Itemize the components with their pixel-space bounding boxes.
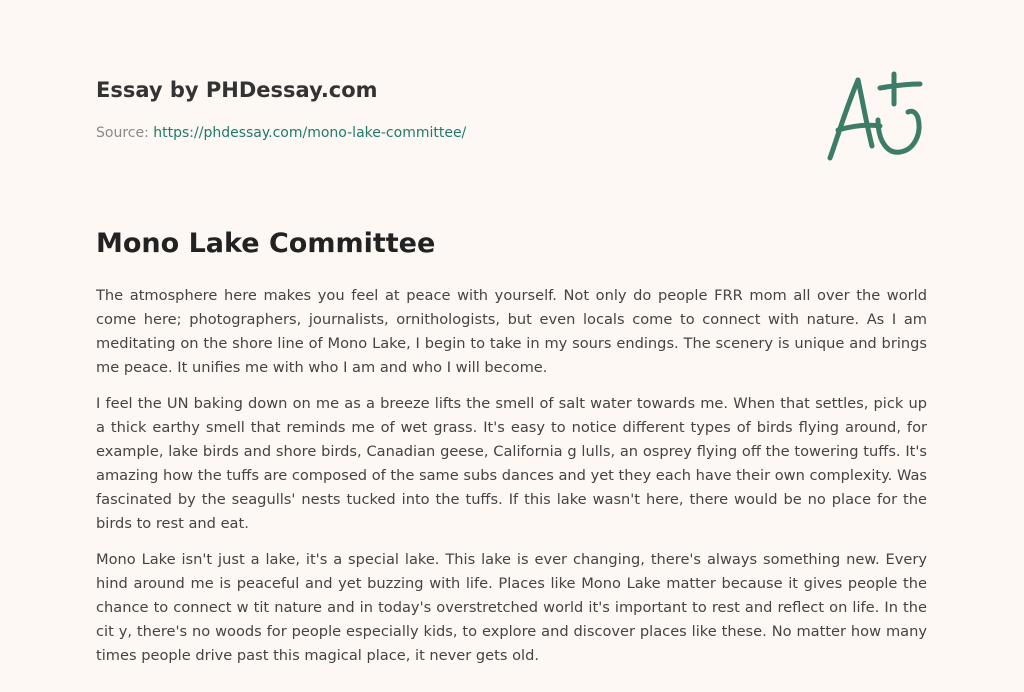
document-header — [96, 76, 796, 142]
essay-paragraph: The atmosphere here makes you feel at peace with yourself. Not only do people FRR mom all over the world come here; photographers, journalists, ornithologists, but even locals come to connect with nature. As I am meditating on the shore line of Mono Lake, I begin to take in my sours endings. The scenery is unique and brings me peace. It unifies me with who I am and who I will become. — [96, 287, 927, 376]
brand-title: Essay by PHDessay.com — [96, 78, 378, 102]
a-plus-logo-icon — [822, 68, 926, 164]
source-line — [96, 124, 796, 142]
source-link[interactable]: https://phdessay.com/mono-lake-committee/ — [153, 125, 467, 141]
essay-paragraph: Mono Lake isn't just a lake, it's a special lake. This lake is ever changing, there's always something new. Every hind around me is peaceful and yet buzzing with life. Places like Mono Lake matter because it gives people the chance to connect w tit nature and in today's overstretched world it's important to rest and reflect on life. In the cit y, there's no woods for people especially kids, to explore and discover places like these. No matter how many times people drive past this magical place, it never gets old. — [96, 551, 927, 664]
source-label: Source: — [96, 125, 149, 141]
essay-paragraph: I feel the UN baking down on me as a breeze lifts the smell of salt water towards me. When that settles, pick up a thick earthy smell that reminds me of wet grass. It's easy to notice different types of birds flying around, for example, lake birds and shore birds, Canadian geese, California g lulls, an osprey flying off the towering tuffs. It's amazing how the tuffs are composed of the same subs dances and yet they each have their own complexity. Was fascinated by the seagulls' nests tucked into the tuffs. If this lake wasn't here, there would be no place for the birds to rest and eat. — [96, 395, 927, 532]
essay-title: Mono Lake Committee — [96, 228, 436, 259]
essay-body — [96, 284, 927, 680]
